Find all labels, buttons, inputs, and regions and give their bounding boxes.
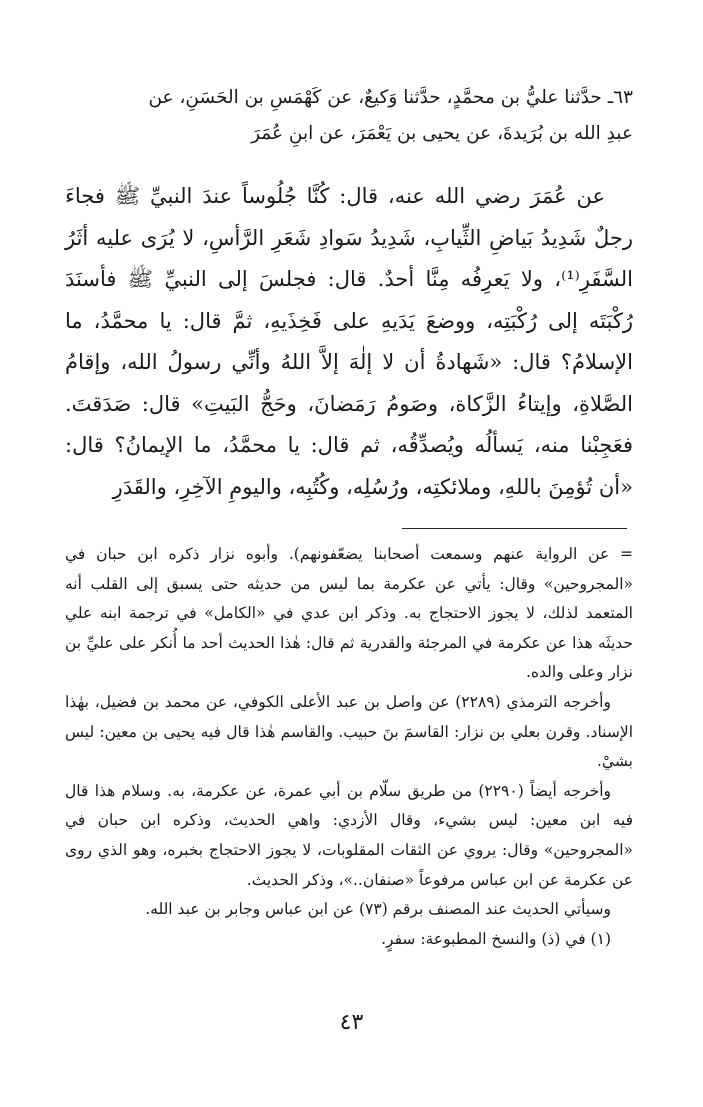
chain-line-2: عبدِ الله بن بُرَيدةَ، عن يحيى بن يَعْمَرَ، عن ابنِ عُمَرَ [251, 123, 633, 144]
page-number: ٤٣ [339, 1010, 364, 1035]
footnotes [65, 540, 633, 954]
footnote-paragraph: وسيأتي الحديث عند المصنف برقم (٧٣) عن ابن عباس وجابر بن عبد الله. [145, 900, 611, 919]
footnote-divider [402, 528, 627, 529]
hadith-chain [65, 80, 633, 152]
footnote-paragraph: = عن الرواية عنهم وسمعت أصحابنا يضعّفونهم). وأبوه نزار ذكره ابن حبان في «المجروحين» وقال: يأتي عن عكرمة بما ليس من حديثه حتى يسبق إلى القلب أنه المتعمد لذلك، لا يجوز الاحتجاج به. وذكر ابن عدي في «الكامل» في ترجمة ابنه علي حديثَه هذا عن عكرمة في المرجئة والقدرية ثم قال: هٰذا الحديث أحد ما أُنكر على عليِّ بن نزار وعلى والده. [65, 545, 633, 682]
footnote-1: (١) في (ذ) والنسخ المطبوعة: سفرٍ. [381, 929, 611, 948]
chain-line-1: ٦٣ـ حدَّثنا عليُّ بن محمَّدٍ، حدَّثنا وَكيعٌ، عن كَهْمَسِ بن الحَسَنِ، عن [148, 87, 633, 108]
footnote-paragraph: وأخرجه أيضاً (٢٢٩٠) من طريق سلّام بن أبي عمرة، عن عكرمة، به. وسلام هذا قال فيه ابن معين: ليس بشيء، وقال الأزدي: واهي الحديث، وذكره ابن حبان في «المجروحين» وقال: يروي عن الثقات المقلوبات، لا يجوز الاحتجاج بخبره، وهو الذي روى عن عكرمة عن ابن عباس مرفوعاً «صنفان..»، وذكر الحديث. [65, 781, 633, 889]
hadith-text: عن عُمَرَ رضي الله عنه، قال: كُنَّا جُلُوساً عندَ النبيِّ ﷺ فجاءَ رجلٌ شَدِيدُ بَياضِ الثِّيابِ، شَدِيدُ سَوادِ شَعَرِ الرَّأسِ، لا يُرَى عليه أثَرُ السَّفَرِ⁽¹⁾، ولا يَعرِفُه مِنَّا أحدٌ. قال: فجلسَ إلى النبيِّ ﷺ فأسنَدَ رُكْبَتَه إلى رُكْبَتِه، ووضعَ يَدَيهِ على فَخِذَيهِ، ثمَّ قال: يا محمَّدُ، ما الإسلامُ؟ قال: «شَهادةُ أن لا إلٰهَ إلاَّ اللهُ وأنِّي رسولُ الله، وإقامُ الصَّلاةِ، وإيتاءُ الزَّكاة، وصَومُ رَمَضانَ، وحَجُّ البَيتِ» قال: صَدَقتَ. فعَجِبْنا منه، يَسألُه ويُصدِّقُه، ثم قال: يا محمَّدُ، ما الإيمانُ؟ قال: «أن تُؤمِنَ باللهِ، وملائكتِه، ورُسُلِه، وكُتُبِه، واليومِ الآخِرِ، والقَدَرِ [65, 184, 633, 499]
footnote-paragraph: وأخرجه الترمذي (٢٢٨٩) عن واصل بن عبد الأعلى الكوفي، عن محمد بن فضيل، بهٰذا الإسناد. وقرن بعلي بن نزار: القاسمَ بنَ حبيب. والقاسم هٰذا قال فيه يحيى بن معين: ليس بشيْ. [65, 692, 633, 771]
